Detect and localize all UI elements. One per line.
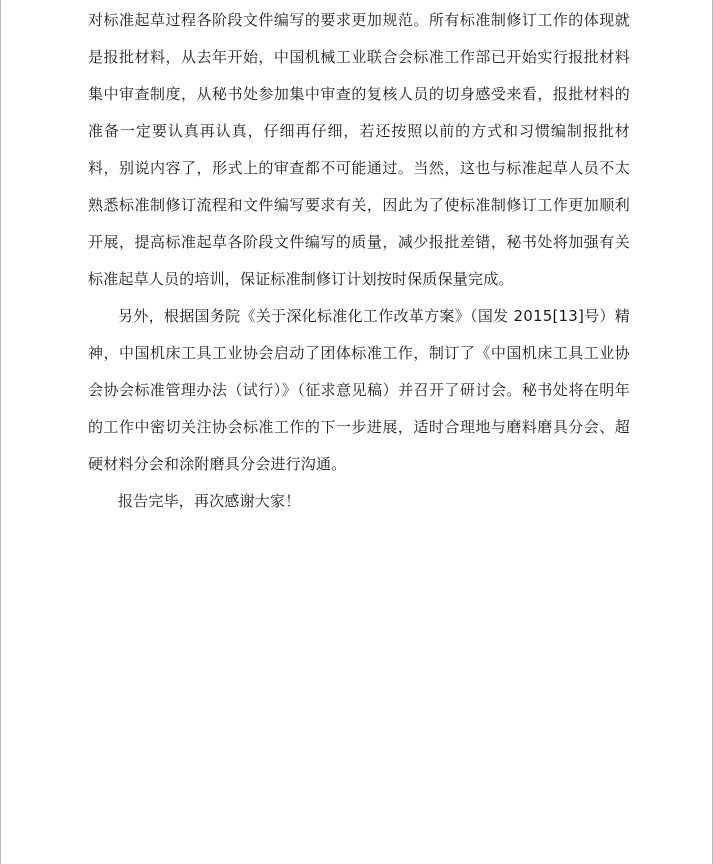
paragraph-standards-drafting: 对标准起草过程各阶段文件编写的要求更加规范。所有标准制修订工作的体现就是报批材料，从去年开始，中国机械工业联合会标准工作部已开始实行报批材料集中审查制度，从秘书处参加集中审查的复核人员的切身感受来看，报批材料的准备一定要认真再认真，仔细再仔细，若还按照以前的方式和习惯编制报批材料，别说内容了，形式上的审查都不可能通过。当然，这也与标准起草人员不太熟悉标准制修订流程和文件编写要求有关，因此为了使标准制修订工作更加顺利开展，提高标准起草各阶段文件编写的质量，减少报批差错，秘书处将加强有关标准起草人员的培训，保证标准制修订计划按时保质保量完成。 (88, 11, 630, 288)
document-body (88, 2, 630, 520)
paragraph-closing-thanks: 报告完毕，再次感谢大家！ (118, 492, 301, 510)
paragraph-group-standards: 另外，根据国务院《关于深化标准化工作改革方案》（国发 2015[13]号）精神，中国机床工具工业协会启动了团体标准工作，制订了《中国机床工具工业协会协会标准管理办法（试行）》（征求意见稿）并召开了研讨会。秘书处将在明年的工作中密切关注协会标准工作的下一步进展，适时合理地与磨料磨具分会、超硬材料分会和涂附磨具分会进行沟通。 (88, 307, 630, 473)
